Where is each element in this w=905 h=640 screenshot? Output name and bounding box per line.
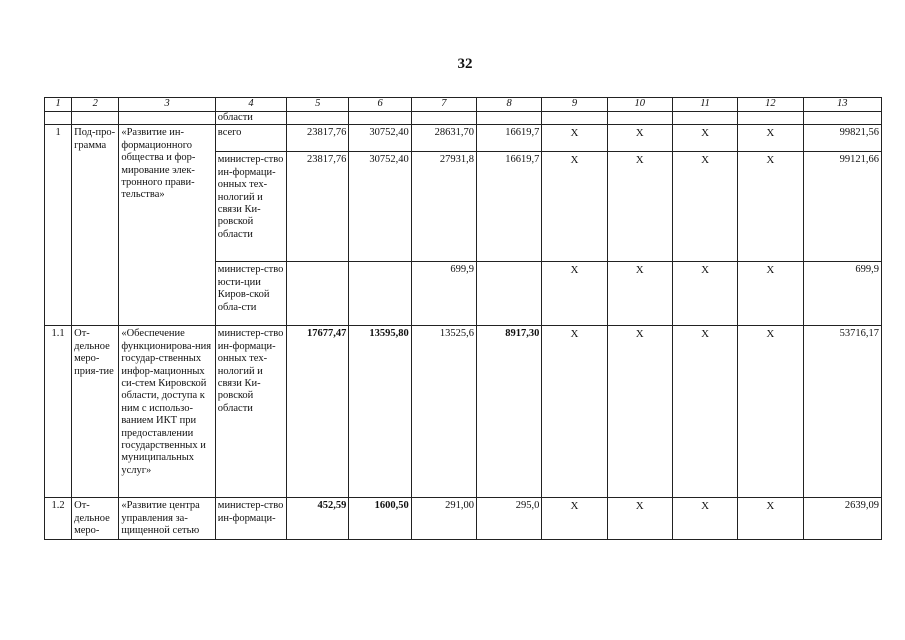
value-cell: 13595,80	[349, 326, 411, 498]
x-mark-cell: X	[607, 498, 672, 540]
value-cell: 28631,70	[411, 125, 476, 152]
value-cell: 699,9	[411, 262, 476, 326]
value-cell: 8917,30	[477, 326, 542, 498]
header-cell: 4	[215, 98, 286, 112]
header-cell: 13	[803, 98, 882, 112]
row-name: «Развитие центра управления за-щищенной сетью	[119, 498, 215, 540]
value-cell	[349, 262, 411, 326]
value-cell: 23817,76	[287, 152, 349, 262]
header-cell: 11	[672, 98, 737, 112]
x-mark-cell: X	[542, 125, 607, 152]
header-cell: 1	[45, 98, 72, 112]
header-cell: 5	[287, 98, 349, 112]
value-cell	[287, 262, 349, 326]
x-mark-cell: X	[738, 125, 803, 152]
x-mark-cell: X	[542, 498, 607, 540]
x-mark-cell: X	[738, 152, 803, 262]
header-cell: 6	[349, 98, 411, 112]
executor-cell: министер-ство ин-формаци-	[215, 498, 286, 540]
executor-cell: министер-ство юсти-ции Киров-ской обла-сти	[215, 262, 286, 326]
value-cell	[477, 262, 542, 326]
row-number: 1.2	[45, 498, 72, 540]
value-cell: 16619,7	[477, 152, 542, 262]
executor-cell: области	[215, 112, 286, 125]
value-cell: 30752,40	[349, 152, 411, 262]
value-cell: 27931,8	[411, 152, 476, 262]
total-cell: 699,9	[803, 262, 882, 326]
x-mark-cell: X	[542, 262, 607, 326]
table-row	[45, 326, 882, 498]
header-cell: 3	[119, 98, 215, 112]
x-mark-cell: X	[607, 262, 672, 326]
value-cell: 295,0	[477, 498, 542, 540]
row-name: «Развитие ин-формационного общества и фор-мирование элек-тронного прави-тельства»	[119, 125, 215, 326]
table-row	[45, 125, 882, 152]
row-type: От-дельное меро-	[72, 498, 119, 540]
x-mark-cell: X	[607, 152, 672, 262]
x-mark-cell: X	[738, 262, 803, 326]
row-number: 1	[45, 125, 72, 326]
total-cell: 99121,66	[803, 152, 882, 262]
value-cell: 30752,40	[349, 125, 411, 152]
executor-cell: всего	[215, 125, 286, 152]
executor-cell: министер-ство ин-формаци-онных тех-нологий и связи Ки-ровской области	[215, 326, 286, 498]
total-cell: 99821,56	[803, 125, 882, 152]
x-mark-cell: X	[542, 326, 607, 498]
x-mark-cell: X	[672, 498, 737, 540]
x-mark-cell: X	[672, 125, 737, 152]
value-cell: 452,59	[287, 498, 349, 540]
column-number-row	[45, 98, 882, 112]
x-mark-cell: X	[672, 326, 737, 498]
table-row	[45, 498, 882, 540]
header-cell: 2	[72, 98, 119, 112]
value-cell: 291,00	[411, 498, 476, 540]
value-cell: 1600,50	[349, 498, 411, 540]
header-cell: 9	[542, 98, 607, 112]
x-mark-cell: X	[607, 125, 672, 152]
x-mark-cell: X	[738, 498, 803, 540]
funding-table	[44, 97, 882, 540]
value-cell: 16619,7	[477, 125, 542, 152]
header-cell: 7	[411, 98, 476, 112]
row-number: 1.1	[45, 326, 72, 498]
value-cell: 13525,6	[411, 326, 476, 498]
row-type: От-дельное меро-прия-тие	[72, 326, 119, 498]
value-cell: 23817,76	[287, 125, 349, 152]
x-mark-cell: X	[542, 152, 607, 262]
header-cell: 12	[738, 98, 803, 112]
x-mark-cell: X	[672, 262, 737, 326]
header-cell: 10	[607, 98, 672, 112]
value-cell: 17677,47	[287, 326, 349, 498]
executor-cell: министер-ство ин-формаци-онных тех-нологий и связи Ки-ровской области	[215, 152, 286, 262]
total-cell: 53716,17	[803, 326, 882, 498]
x-mark-cell: X	[738, 326, 803, 498]
header-cell: 8	[477, 98, 542, 112]
x-mark-cell: X	[607, 326, 672, 498]
continuation-row	[45, 112, 882, 125]
x-mark-cell: X	[672, 152, 737, 262]
row-name: «Обеспечение функционирова-ния государ-ственных инфор-мационных си-стем Кировской области, доступа к ним с использо-ванием ИКТ при предоставлении государственных и муниципальных услуг»	[119, 326, 215, 498]
page-number: 32	[457, 56, 473, 72]
row-type: Под-про-грамма	[72, 125, 119, 326]
total-cell: 2639,09	[803, 498, 882, 540]
